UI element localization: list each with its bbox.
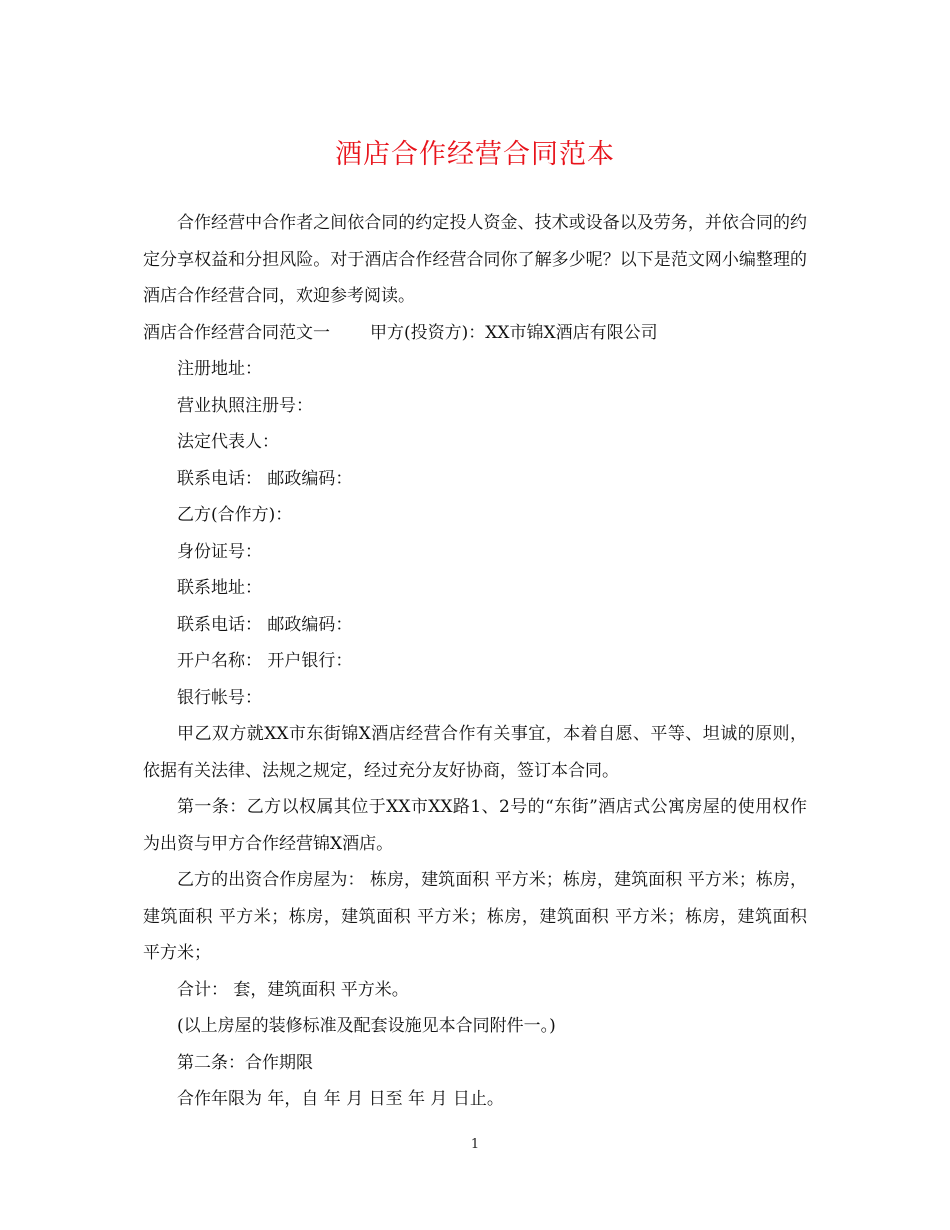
intro-paragraph: 合作经营中合作者之间依合同的约定投人资金、技术或设备以及劳务，并依合同的约定分享权益和分担风险。对于酒店合作经营合同你了解多少呢？以下是范文网小编整理的酒店合作经营合同，欢迎参考阅读。 (143, 213, 807, 306)
article-1-rooms: 乙方的出资合作房屋为： 栋房，建筑面积 平方米；栋房，建筑面积 平方米；栋房，建筑面积 平方米；栋房，建筑面积 平方米；栋房，建筑面积 平方米；栋房，建筑面积 平方米； (143, 870, 807, 963)
bank-account: 银行帐号： (177, 687, 262, 708)
party-a: 甲方(投资方)：XX市锦X酒店有限公司 (370, 322, 658, 343)
business-license: 营业执照注册号： (177, 395, 313, 416)
document-title: 酒店合作经营合同范本 (335, 139, 615, 170)
contact-phone-b: 联系电话： 邮政编码： (177, 614, 353, 635)
term-line: 合作年限为 年，自 年 月 日至 年 月 日止。 (177, 1089, 504, 1109)
legal-representative: 法定代表人： (177, 432, 279, 452)
account-name: 开户名称： 开户银行： (177, 651, 353, 671)
note-line: (以上房屋的装修标准及配套设施见本合同附件一。) (177, 1016, 556, 1036)
sample-heading-line (143, 315, 807, 352)
contact-address: 联系地址： (177, 578, 262, 598)
id-number: 身份证号： (177, 541, 262, 562)
sample-heading: 酒店合作经营合同范文一 (143, 322, 330, 343)
contact-phone-a: 联系电话： 邮政编码： (177, 468, 353, 489)
registered-address: 注册地址： (177, 359, 262, 379)
article-1: 第一条：乙方以权属其位于XX市XX路1、2号的“东街”酒店式公寓房屋的使用权作为出资与甲方合作经营锦X酒店。 (143, 797, 807, 854)
document-body (143, 205, 807, 1118)
party-b: 乙方(合作方)： (177, 505, 293, 525)
preamble-paragraph: 甲乙双方就XX市东街锦X酒店经营合作有关事宜，本着自愿、平等、坦诚的原则，依据有关法律、法规之规定，经过充分友好协商，签订本合同。 (143, 724, 807, 781)
total-line: 合计： 套，建筑面积 平方米。 (177, 979, 409, 1000)
page-number: 1 (470, 1137, 480, 1152)
article-2: 第二条：合作期限 (177, 1052, 313, 1073)
